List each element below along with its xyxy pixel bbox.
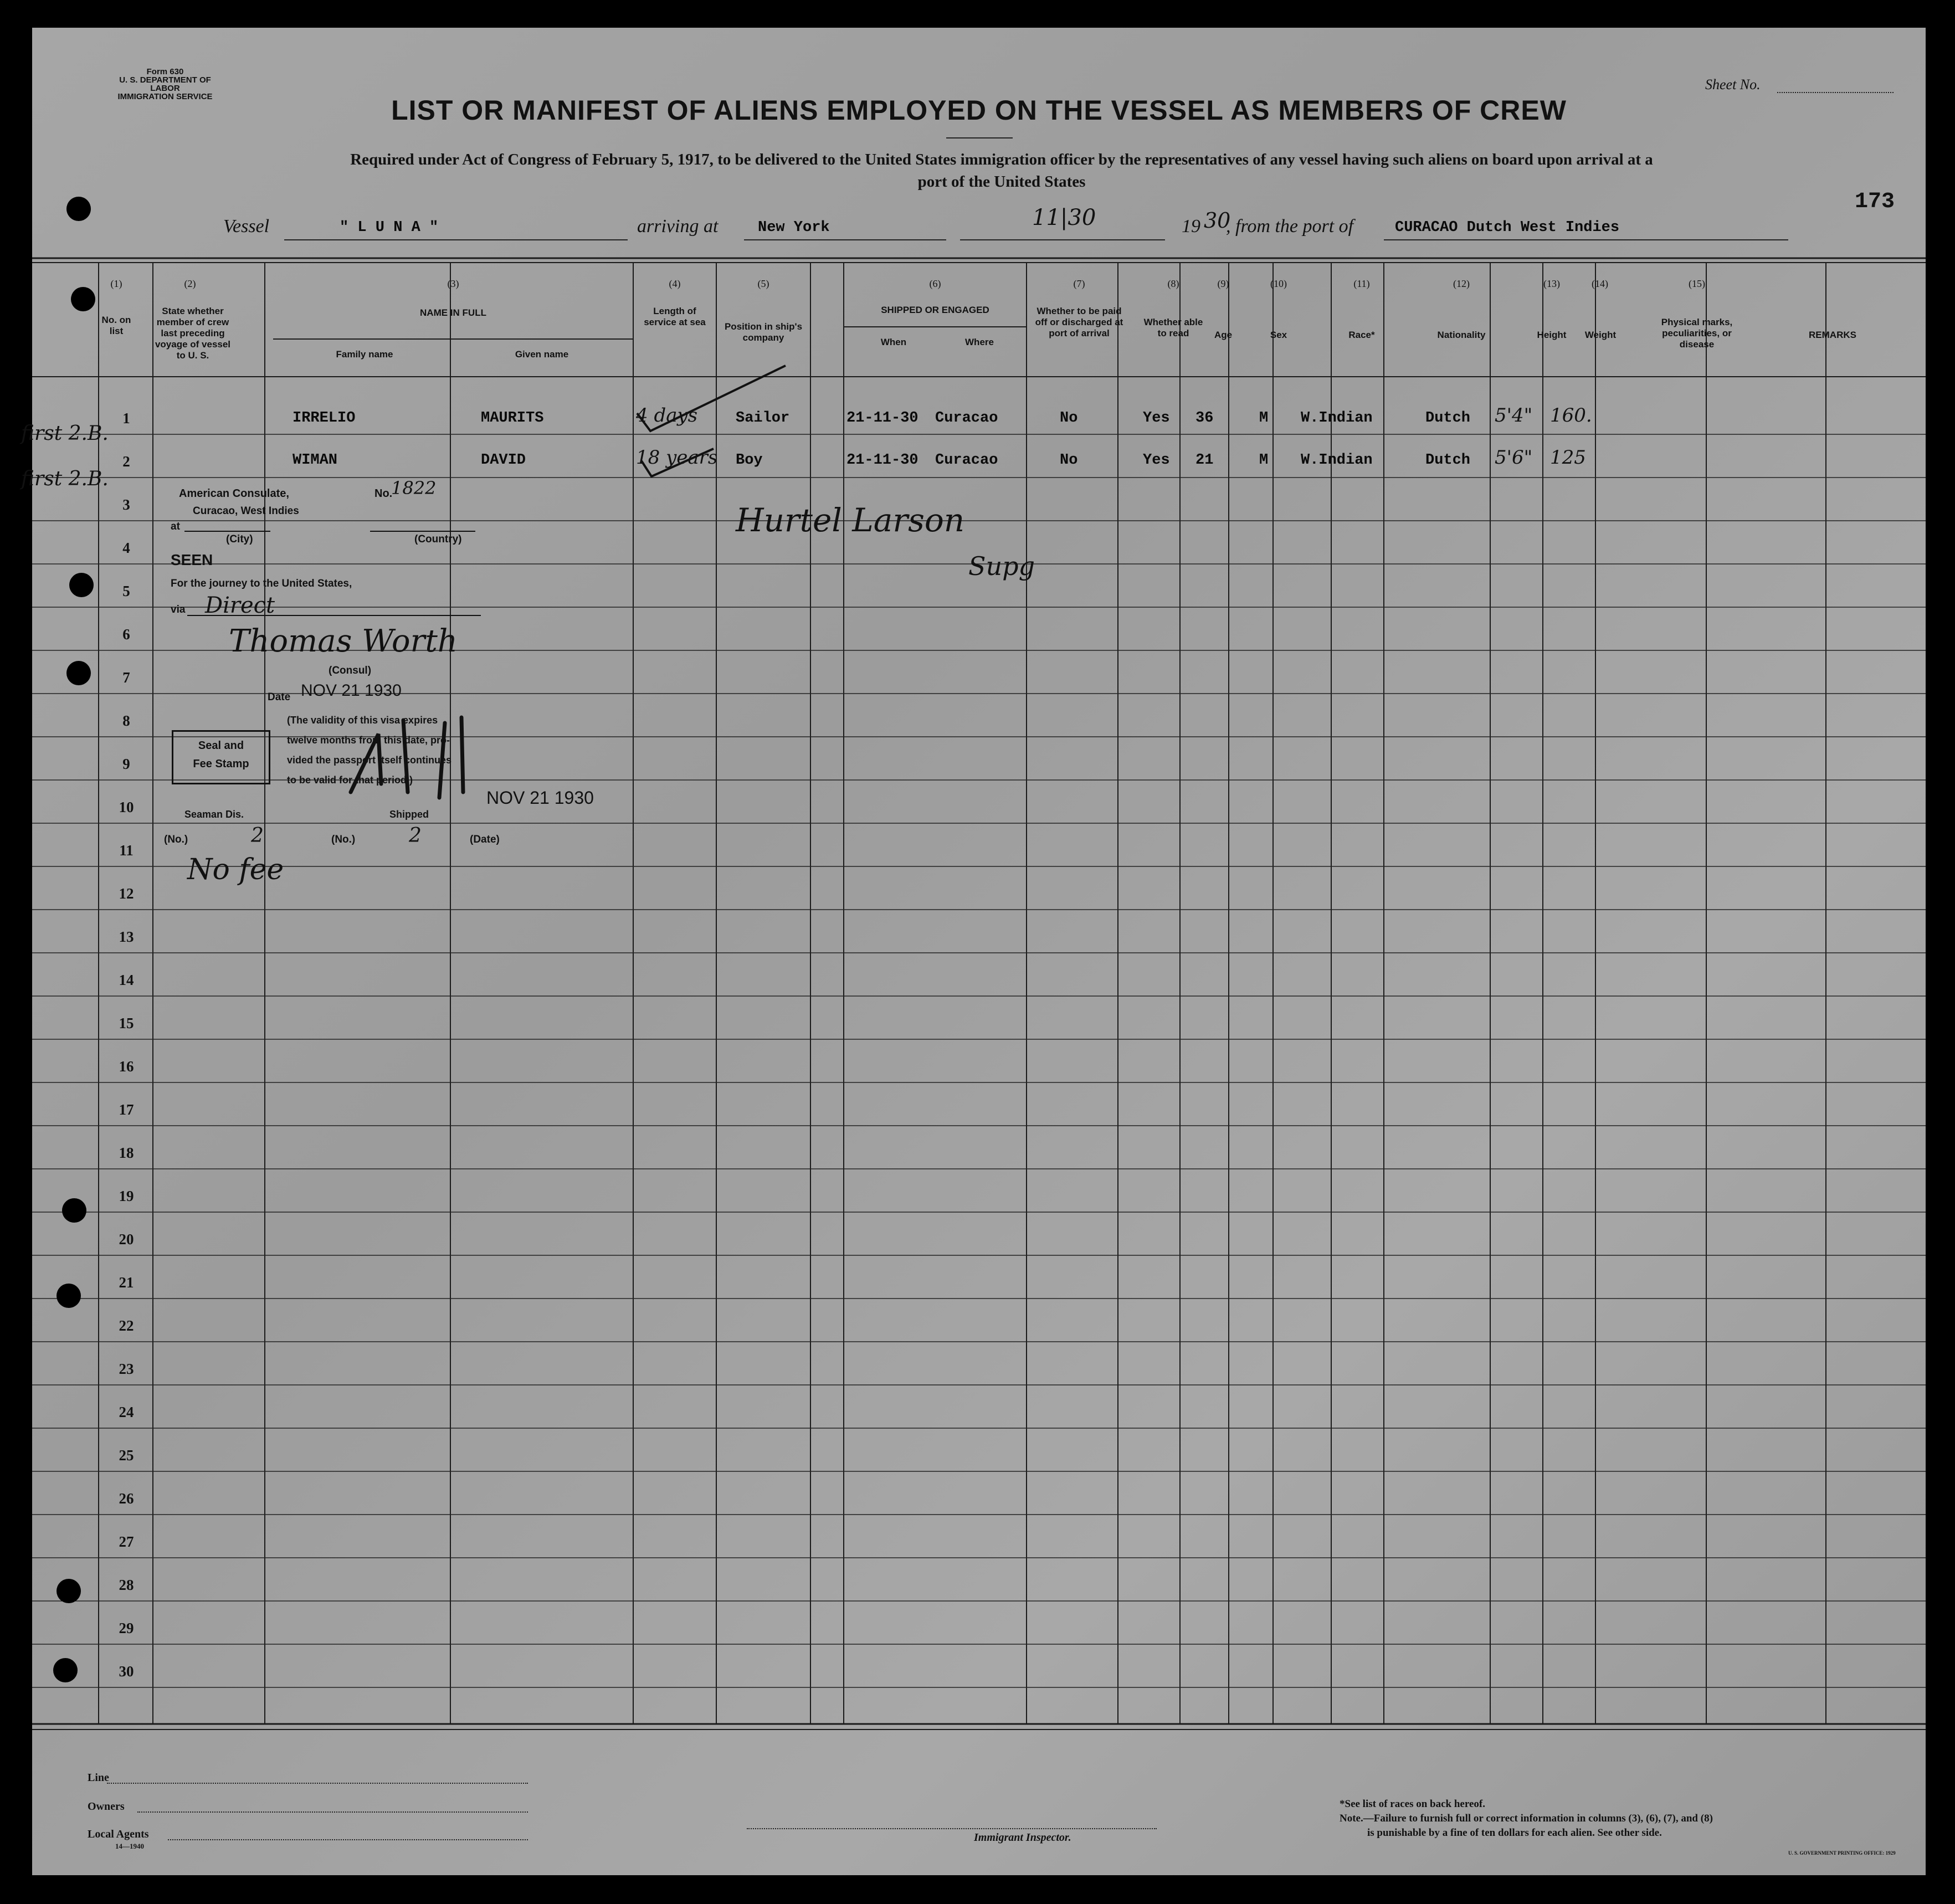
- check-marks: [603, 360, 791, 499]
- row-number: 2: [122, 453, 130, 470]
- arrival-date: 11|30: [1032, 205, 1096, 230]
- row-number: 9: [122, 756, 130, 772]
- visa-date-label: Date: [268, 691, 291, 703]
- stamp-date: NOV 21 1930: [486, 788, 594, 808]
- shipped-no-label: (No.): [331, 834, 356, 845]
- colnum-12: (12): [1453, 278, 1470, 289]
- shipped-label: Shipped: [389, 809, 429, 820]
- length-of-service-cell: 18 years: [636, 447, 718, 469]
- col-head-read: Whether able to read: [1143, 317, 1203, 338]
- row-number: 4: [122, 540, 130, 556]
- row-number: 19: [119, 1188, 134, 1204]
- country-label: (Country): [414, 533, 462, 545]
- able-to-read-cell: Yes: [1143, 410, 1170, 427]
- col-head-name: NAME IN FULL: [420, 307, 486, 318]
- arriving-label: arriving at: [637, 216, 719, 237]
- weight-cell: 160.: [1550, 404, 1592, 427]
- nationality-cell: Dutch: [1425, 410, 1471, 427]
- page-title: LIST OR MANIFEST OF ALIENS EMPLOYED ON THE VESSEL AS MEMBERS OF CREW: [391, 95, 1567, 126]
- line-field: [107, 1783, 528, 1784]
- sheet-no-label: Sheet No.: [1705, 76, 1761, 93]
- department: U. S. DEPARTMENT OF LABOR: [119, 75, 211, 93]
- shipped-where-cell: Curacao: [935, 452, 998, 469]
- colnum-10: (10): [1270, 278, 1287, 289]
- position-cell: Sailor: [736, 410, 790, 427]
- row-number: 6: [122, 626, 130, 643]
- row-number: 16: [119, 1058, 134, 1075]
- colnum-7: (7): [1073, 278, 1085, 289]
- master-title: Supg: [968, 551, 1035, 581]
- row-number: 20: [119, 1231, 134, 1248]
- at-label: at: [171, 521, 180, 532]
- colnum-5: (5): [757, 278, 769, 289]
- arriving-port: New York: [758, 219, 830, 236]
- binder-hole: [71, 287, 95, 311]
- via-label: via: [171, 604, 186, 615]
- margin-note-2: first 2.B.: [21, 468, 109, 490]
- shipped-where-cell: Curacao: [935, 410, 998, 427]
- able-to-read-cell: Yes: [1143, 452, 1170, 469]
- row-number: 17: [119, 1101, 134, 1118]
- page-number: 173: [1855, 189, 1895, 214]
- footnote-penalty-2: is punishable by a fine of ten dollars for each alien. See other side.: [1367, 1827, 1662, 1839]
- row-number: 7: [122, 669, 130, 686]
- colnum-4: (4): [669, 278, 681, 289]
- sex-cell: M: [1259, 452, 1269, 469]
- binder-hole: [66, 661, 91, 685]
- col-head-given-name: Given name: [515, 349, 569, 360]
- family-name-cell: IRRELIO: [293, 410, 356, 427]
- owners-label: Owners: [88, 1800, 125, 1813]
- col-head-remarks: REMARKS: [1809, 330, 1856, 340]
- binder-hole: [57, 1284, 81, 1308]
- row-number: 10: [119, 799, 134, 815]
- city-line: [184, 531, 270, 532]
- binder-hole: [53, 1658, 78, 1682]
- height-cell: 5'6": [1495, 447, 1533, 469]
- local-agents-field: [168, 1839, 528, 1840]
- row-number: 30: [119, 1663, 134, 1680]
- seen-label: SEEN: [171, 551, 213, 568]
- col-head-when: When: [880, 337, 907, 347]
- given-name-cell: DAVID: [481, 452, 526, 469]
- binder-hole: [62, 1198, 86, 1223]
- form-code: 14—1940: [115, 1842, 144, 1850]
- row-number: 18: [119, 1145, 134, 1161]
- owners-field: [137, 1811, 528, 1813]
- col-head-no: No. on list: [101, 315, 131, 336]
- stamp-ink-mark: [331, 709, 492, 803]
- row-number: 29: [119, 1620, 134, 1636]
- col-head-last-voyage: State whether member of crew last preceding voyage of vessel to U. S.: [155, 306, 231, 361]
- visa-number: 1822: [391, 478, 437, 499]
- col-head-sex: Sex: [1270, 330, 1287, 340]
- height-cell: 5'4": [1495, 404, 1533, 427]
- col-head-race: Race*: [1348, 330, 1375, 340]
- row-number: 22: [119, 1317, 134, 1334]
- col-head-physical-marks: Physical marks, peculiarities, or disease: [1661, 317, 1733, 350]
- fee-note: No fee: [187, 853, 284, 886]
- row-number: 15: [119, 1015, 134, 1031]
- row-number: 28: [119, 1577, 134, 1593]
- col-head-age: Age: [1214, 330, 1233, 340]
- margin-note-1: first 2.B.: [21, 422, 109, 445]
- colnum-11: (11): [1353, 278, 1370, 289]
- binder-hole: [66, 197, 91, 221]
- race-cell: W.Indian: [1301, 410, 1373, 427]
- master-signature: Hurtel Larson: [736, 501, 965, 539]
- position-cell: Boy: [736, 452, 763, 469]
- age-cell: 21: [1195, 452, 1214, 469]
- row-number: 1: [122, 410, 130, 427]
- vessel-label: Vessel: [223, 216, 270, 237]
- weight-cell: 125: [1550, 447, 1586, 469]
- consulate-city: Curacao, West Indies: [193, 505, 299, 517]
- seaman-no-label: (No.): [164, 834, 188, 845]
- inspector-line: [747, 1828, 1157, 1829]
- row-number: 3: [122, 496, 130, 513]
- row-number: 24: [119, 1404, 134, 1420]
- footnote-penalty-1: Note.—Failure to furnish full or correct information in columns (3), (6), (7), and (8): [1340, 1813, 1713, 1824]
- row-number: 14: [119, 972, 134, 988]
- via-value: Direct: [205, 593, 275, 618]
- row-number: 8: [122, 712, 130, 729]
- consul-signature: Thomas Worth: [229, 623, 458, 659]
- colnum-15: (15): [1689, 278, 1705, 289]
- col-head-length-service: Length of service at sea: [644, 306, 706, 327]
- consulate-label: American Consulate,: [179, 487, 289, 500]
- col-head-nationality: Nationality: [1437, 330, 1486, 340]
- vessel-name: " L U N A ": [340, 219, 439, 236]
- service: IMMIGRATION SERVICE: [117, 92, 213, 101]
- footnote-races: *See list of races on back hereof.: [1340, 1798, 1485, 1810]
- sex-cell: M: [1259, 410, 1269, 427]
- colnum-6: (6): [929, 278, 941, 289]
- family-name-cell: WIMAN: [293, 452, 338, 469]
- via-line: [187, 615, 481, 616]
- col-head-position: Position in ship's company: [724, 321, 803, 343]
- colnum-2: (2): [184, 278, 196, 289]
- row-number: 5: [122, 583, 130, 599]
- race-cell: W.Indian: [1301, 452, 1373, 469]
- col-head-height: Height: [1537, 330, 1567, 340]
- inspector-label: Immigrant Inspector.: [974, 1831, 1071, 1844]
- colnum-9: (9): [1217, 278, 1229, 289]
- col-head-paid-off: Whether to be paid off or discharged at port of arrival: [1035, 306, 1123, 338]
- row-number: 21: [119, 1274, 134, 1291]
- row-number: 23: [119, 1361, 134, 1377]
- binder-hole: [57, 1579, 81, 1603]
- row-number: 25: [119, 1447, 134, 1464]
- seaman-no-value: 2: [251, 824, 264, 847]
- form-number: Form 630: [146, 67, 184, 76]
- paid-off-cell: No: [1060, 410, 1078, 427]
- colnum-13: (13): [1543, 278, 1560, 289]
- validity-text: (The validity of this visa expires twelve months from this date, pro- vided the passport itself continues to be valid for that period.): [287, 715, 452, 786]
- length-of-service-cell: 4 days: [636, 404, 698, 427]
- col-head-family-name: Family name: [336, 349, 393, 360]
- consul-label: (Consul): [329, 665, 372, 676]
- shipped-when-cell: 21-11-30: [846, 452, 919, 469]
- col-head-where: Where: [965, 337, 994, 347]
- colnum-3: (3): [447, 278, 459, 289]
- year-prefix: 19: [1182, 216, 1200, 237]
- line-label: Line: [88, 1772, 109, 1784]
- journey-label: For the journey to the United States,: [171, 578, 352, 589]
- shipped-date-label: (Date): [470, 834, 500, 845]
- row-number: 26: [119, 1490, 134, 1507]
- seaman-dis-label: Seaman Dis.: [184, 809, 244, 820]
- col-head-weight: Weight: [1584, 330, 1617, 340]
- requirement-line-2: port of the United States: [917, 173, 1086, 191]
- shipped-when-cell: 21-11-30: [846, 410, 919, 427]
- from-port-label: , from the port of: [1226, 216, 1354, 237]
- row-number: 11: [119, 842, 134, 859]
- manifest-sheet: [21, 28, 1926, 1875]
- visa-date: NOV 21 1930: [301, 681, 402, 700]
- city-label: (City): [226, 533, 253, 545]
- age-cell: 36: [1195, 410, 1214, 427]
- row-number: 13: [119, 928, 134, 945]
- year-value: 30: [1204, 208, 1231, 233]
- seal-fee-stamp-box: Seal and Fee Stamp: [172, 730, 270, 784]
- row-number: 12: [119, 885, 134, 902]
- country-line: [370, 531, 475, 532]
- col-head-shipped: SHIPPED OR ENGAGED: [881, 305, 989, 315]
- given-name-cell: MAURITS: [481, 410, 544, 427]
- paid-off-cell: No: [1060, 452, 1078, 469]
- requirement-line-1: Required under Act of Congress of February 5, 1917, to be delivered to the United States immigration officer by the representatives of any vessel having such aliens on board upon arrival at a: [350, 151, 1653, 168]
- departure-port: CURACAO Dutch West Indies: [1395, 219, 1620, 236]
- binder-hole: [69, 573, 94, 597]
- nationality-cell: Dutch: [1425, 452, 1471, 469]
- printer-imprint: U. S. GOVERNMENT PRINTING OFFICE: 1929: [1788, 1850, 1896, 1856]
- colnum-1: (1): [110, 278, 122, 289]
- colnum-8: (8): [1167, 278, 1179, 289]
- local-agents-label: Local Agents: [88, 1828, 149, 1840]
- row-number: 27: [119, 1533, 134, 1550]
- shipped-no-value: 2: [409, 824, 422, 847]
- colnum-14: (14): [1592, 278, 1608, 289]
- visa-no-label: No.: [374, 487, 393, 500]
